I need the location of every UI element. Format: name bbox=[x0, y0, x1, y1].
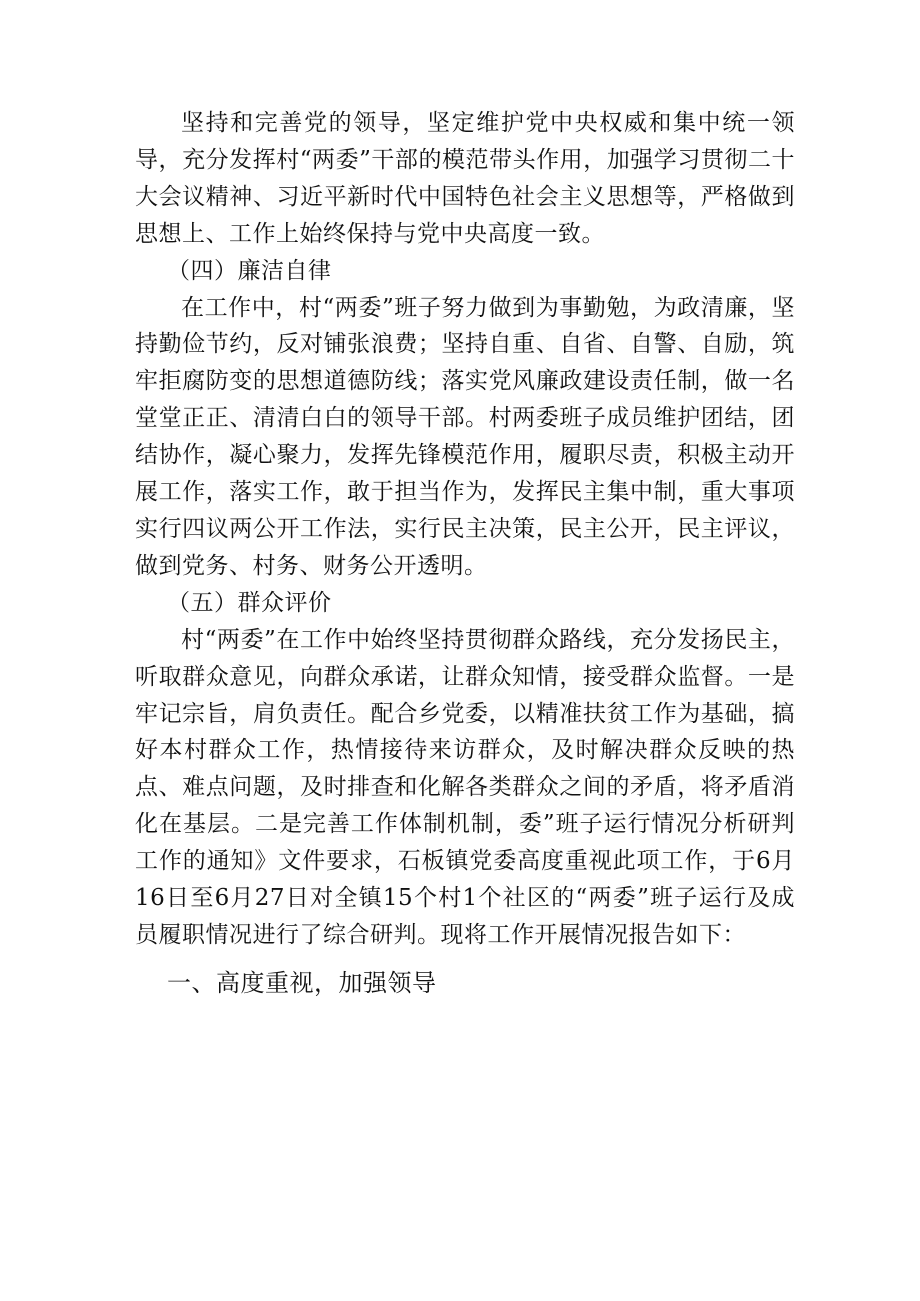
paragraph-party-leadership: 坚持和完善党的领导，坚定维护党中央权威和集中统一领导，充分发挥村“两委”干部的模范带头作用，加强学习贯彻二十大会议精神、习近平新时代中国特色社会主义思想等，严格做到思想上、工作上始终保持与党中央高度一致。 bbox=[135, 110, 795, 247]
document-body bbox=[135, 105, 795, 1001]
heading-high-priority: 一、高度重视，加强领导 bbox=[167, 968, 437, 997]
paragraph-integrity: 在工作中，村“两委”班子努力做到为事勤勉，为政清廉，坚持勤俭节约，反对铺张浪费；坚持自重、自省、自警、自励，筑牢拒腐防变的思想道德防线；落实党风廉政建设责任制，做一名堂堂正正、清清白白的领导干部。村两委班子成员维护团结，团结协作，凝心聚力，发挥先锋模范作用，履职尽责，积极主动开展工作，落实工作，敢于担当作为，发挥民主集中制，重大事项实行四议两公开工作法，实行民主决策，民主公开，民主评议，做到党务、村务、财务公开透明。 bbox=[135, 294, 795, 579]
paragraph-public-evaluation: 村“两委”在工作中始终坚持贯彻群众路线，充分发扬民主，听取群众意见，向群众承诺，让群众知情，接受群众监督。一是牢记宗旨，肩负责任。配合乡党委，以精准扶贫工作为基础，搞好本村群众工作，热情接待来访群众，及时解决群众反映的热点、难点问题，及时排查和化解各类群众之间的矛盾，将矛盾消化在基层。二是完善工作体制机制，委”班子运行情况分析研判工作的通知》文件要求，石板镇党委高度重视此项工作，于6月16日至6月27日对全镇15个村1个社区的“两委”班子运行及成员履职情况进行了综合研判。现将工作开展情况报告如下： bbox=[135, 626, 795, 948]
section-title-public-evaluation: （五）群众评价 bbox=[167, 589, 332, 616]
section-title-integrity: （四）廉洁自律 bbox=[167, 257, 332, 284]
